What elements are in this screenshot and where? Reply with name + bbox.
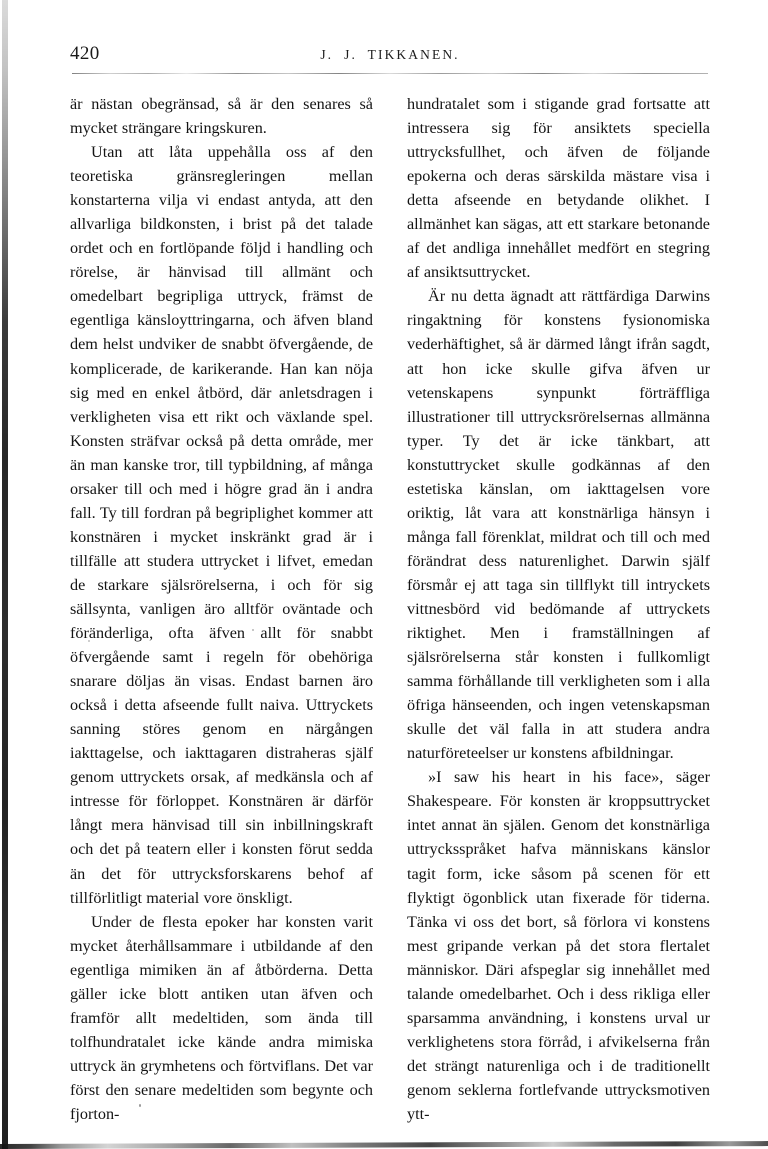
page-number: 420 bbox=[70, 43, 100, 64]
paragraph: Utan att låta uppehålla oss af den teoretiska gränsregleringen mellan konstarterna vilja vi endast antyda, att den allvarliga bildkonsten, i brist på det talade ordet och en fortlöpande följd i handling och rörelse, är hänvisad till allmänt och omedelbart begripliga uttryck, främst de egentliga känsloyttringarna, och äfven bland dem helst undviker de snabbt öfvergående, de komplicerade, de karikerande. Han kan nöja sig med en enkel åtbörd, där anletsdragen i verkligheten visa ett rikt och växlande spel. Konsten sträfvar också på detta område, mer än man kanske tror, till typbildning, af många orsaker till och med i högre grad än i andra fall. Ty till fordran på begriplighet kommer att konstnären i mycket inskränkt grad är i tillfälle att studera uttrycket i lifvet, emedan de starkare själsrörelserna, i och för sig sällsynta, vanligen äro alltför oväntade och föränderliga, ofta äfven allt för snabbt öfvergående samt i regeln för obehöriga snarare döljas än visas. Endast barnen äro också i detta afseende fullt naiva. Uttryckets sanning störes genom en närgången iakttagelse, och iakttagaren distraheras själf genom uttryckets orsak, af medkänsla och af intresse för förloppet. Konstnären är därför långt mera hänvisad till sin inbillningskraft och det på teatern eller i konsten förut sedda än det för uttrycksforskarens behof af tillförlitligt material vore önskligt. bbox=[70, 143, 373, 907]
scan-edge-left-artifact bbox=[2, 0, 8, 1149]
paragraph: hundratalet som i stigande grad fortsatte att intressera sig för ansiktets speciella uttrycksfullhet, och äfven de följande epokerna och deras särskilda mästare visa i detta afseende en betydande olikhet. I allmänhet kan sägas, att ett starkare betonande af det andliga innehållet medfört en stegring af ansiktsuttrycket. bbox=[407, 95, 710, 282]
scan-edge-bottom-artifact bbox=[0, 1141, 768, 1149]
column-right bbox=[407, 92, 710, 1123]
paragraph: Är nu detta ägnadt att rättfärdiga Darwins ringaktning för konstens fysionomiska vederhäftighet, så är därmed långt ifrån sagdt, att hon icke skulle gifva äfven ur vetenskapens synpunkt förträffliga illustrationer till uttrycksrörelsernas allmänna typer. Ty det är icke tänkbart, att konstuttrycket skulle godkännas af den estetiska känslan, om iakttagelsen vore oriktig, låt vara att konstnärliga hänsyn i många fall förenklat, mildrat och till och med förändrat dess naturenlighet. Darwin själf försmår ej att taga sin tillflykt till intryckets vittnesbörd vid bedömande af uttryckets riktighet. Men i framställningen af själsrörelserna står konsten i fullkomligt samma förhållande till verkligheten som i alla öfriga hänseenden, och ingen vetenskapsman skulle det väl falla in att studera andra naturföreteelser ur konstens afbildningar. bbox=[407, 287, 710, 763]
column-left bbox=[70, 92, 373, 1123]
paragraph: Under de flesta epoker har konsten varit mycket återhållsammare i utbildande af den egentliga mimiken än af åtbörderna. Detta gäller icke blott antiken utan äfven och framför allt medeltiden, som ända till tolfhundratalet icke kände andra mimiska uttryck än grymhetens och förtviflans. Det var först den senare medeltiden som begynte och fjorton- bbox=[70, 912, 373, 1123]
scan-margin-white bbox=[0, 0, 2, 1149]
body-columns bbox=[70, 92, 710, 1123]
paragraph: »I saw his heart in his face», säger Shakespeare. För konsten är kroppsuttrycket intet annat än själen. Genom det konstnärliga uttrycksspråket hafva människans känslor tagit form, icke såsom på scenen för ett flyktigt ögonblick utan fixerade för tiderna. Tänka vi oss det bort, så förlora vi konstens mest gripande verkan på det stora flertalet människor. Däri afspeglar sig innehållet med talande omedelbarhet. Och i dess rikliga eller sparsamma användning, i konstens urval ur verklighetens stora förråd, i afvikelserna från det strängt naturenliga och i de traditionellt genom seklerna fortlefvande uttrycksmotiven ytt- bbox=[407, 768, 710, 1123]
paragraph: är nästan obegränsad, så är den senares så mycket strängare kringskuren. bbox=[70, 95, 373, 138]
header-divider-rule bbox=[72, 73, 708, 74]
page-header bbox=[70, 42, 710, 68]
running-head-title: J. J. TIKKANEN. bbox=[320, 47, 460, 62]
